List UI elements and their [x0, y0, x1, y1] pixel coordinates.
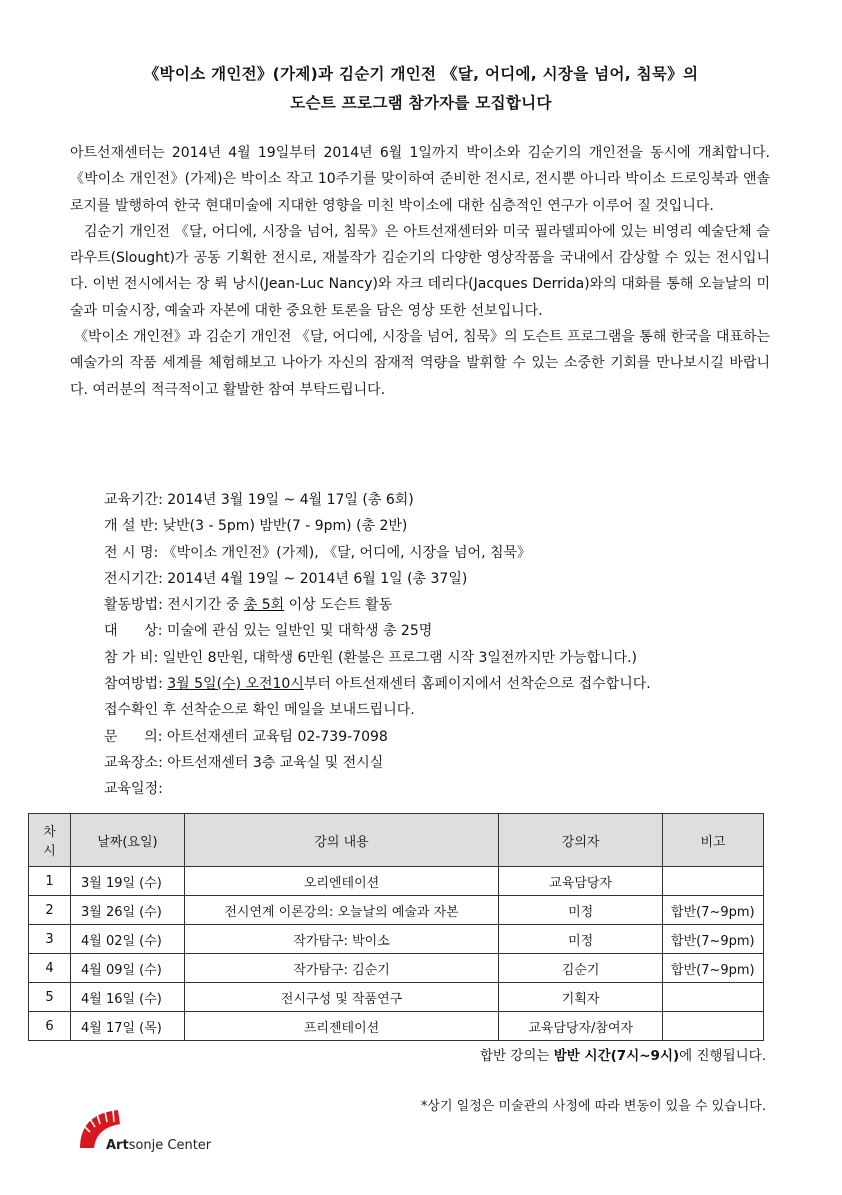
cell-no: 4: [29, 954, 71, 983]
cell-note: 합반(7~9pm): [663, 896, 764, 925]
cell-date: 3월 19일 (수): [70, 867, 184, 896]
detail-place: 교육장소: 아트선재센터 3층 교육실 및 전시실: [104, 754, 384, 771]
page-title: 《박이소 개인전》(가제)과 김순기 개인전 《달, 어디에, 시장을 넘어, 침묵》의: [143, 65, 699, 83]
cell-content: 프리젠테이션: [184, 1012, 498, 1041]
cell-note: 합반(7~9pm): [663, 954, 764, 983]
intro-paragraph-1: 아트선재센터는 2014년 4월 19일부터 2014년 6월 1일까지 박이소와 김순기의 개인전을 동시에 개최합니다. 《박이소 개인전》(가제)은 박이소 작고 10주기를 맞이하여 준비한 전시로, 전시뿐 아니라 박이소 드로잉북과 앤솔로지를 발행하여 한국 현대미술에 지대한 영향을 미친 박이소에 대한 심층적인 연구가 이루어 질 것입니다.: [70, 145, 770, 214]
cell-note: [663, 867, 764, 896]
detail-target: 대 상: 미술에 관심 있는 일반인 및 대학생 총 25명: [104, 623, 433, 640]
table-row: [29, 925, 764, 954]
intro-section: [70, 140, 770, 403]
cell-note: 합반(7~9pm): [663, 925, 764, 954]
activity-prefix: 활동방법: 전시기간 중: [104, 597, 244, 614]
logo-text-art: Art: [106, 1138, 129, 1153]
activity-suffix: 이상 도슨트 활동: [284, 597, 393, 614]
cell-note: [663, 983, 764, 1012]
schedule-disclaimer: *상기 일정은 미술관의 사정에 따라 변동이 있을 수 있습니다.: [420, 1099, 766, 1114]
apply-suffix: 부터 아트선재센터 홈페이지에서 선착순으로 접수합니다.: [303, 676, 651, 693]
cell-lecturer: 미정: [499, 896, 663, 925]
cell-lecturer: 기획자: [499, 983, 663, 1012]
cell-content: 오리엔테이션: [184, 867, 498, 896]
note-suffix: 에 진행됩니다.: [679, 1048, 766, 1064]
table-row: [29, 983, 764, 1012]
table-row: [29, 1012, 764, 1041]
artsonje-logo-text: [106, 1138, 211, 1153]
cell-no: 3: [29, 925, 71, 954]
note-bold-time: 밤반 시간(7시~9시): [553, 1048, 680, 1064]
cell-date: 4월 16일 (수): [70, 983, 184, 1012]
logo-text-rest: sonje Center: [128, 1138, 212, 1153]
cell-lecturer: 교육담당자: [499, 867, 663, 896]
header-date: 날짜(요일): [70, 814, 184, 867]
cell-date: 3월 26일 (수): [70, 896, 184, 925]
intro-paragraph-3: 《박이소 개인전》과 김순기 개인전 《달, 어디에, 시장을 넘어, 침묵》의 도슨트 프로그램을 통해 한국을 대표하는 예술가의 작품 세계를 체험해보고 나아가 자신의 잠재적 역량을 발휘할 수 있는 소중한 기회를 만나보시길 바랍니다. 여러분의 적극적이고 활발한 참여 부탁드립니다.: [70, 329, 770, 398]
header-note: 비고: [663, 814, 764, 867]
table-header-row: [29, 814, 764, 867]
detail-exhibitions: 전 시 명: 《박이소 개인전》(가제), 《달, 어디에, 시장을 넘어, 침묵》: [104, 544, 532, 561]
program-details: [104, 487, 784, 803]
cell-date: 4월 02일 (수): [70, 925, 184, 954]
detail-period: 교육기간: 2014년 3월 19일 ~ 4월 17일 (총 6회): [104, 492, 414, 508]
detail-confirm: 접수확인 후 선착순으로 확인 메일을 보내드립니다.: [104, 702, 415, 719]
page-subtitle: 도슨트 프로그램 참가자를 모집합니다: [290, 94, 552, 112]
detail-exhibit-period: 전시기간: 2014년 4월 19일 ~ 2014년 6월 1일 (총 37일): [104, 570, 468, 587]
intro-paragraph-2: 김순기 개인전 《달, 어디에, 시장을 넘어, 침묵》은 아트선재센터와 미국 필라델피아에 있는 비영리 예술단체 슬라우트(Slought)가 공동 기획한 전시로, 재불작가 김순기의 다양한 영상작품을 국내에서 감상할 수 있는 전시입니다. 이번 전시에서는 장 뤽 낭시(Jean-Luc Nancy)와 자크 데리다(Jacques Derrida)와의 대화를 통해 오늘날의 미술과 미술시장, 예술과 자본에 대한 중요한 토론을 담은 영상 또한 선보입니다.: [70, 223, 770, 319]
detail-apply: [104, 671, 784, 697]
cell-content: 작가탐구: 김순기: [184, 954, 498, 983]
table-row: [29, 896, 764, 925]
cell-note: [663, 1012, 764, 1041]
cell-content: 작가탐구: 박이소: [184, 925, 498, 954]
cell-date: 4월 09일 (수): [70, 954, 184, 983]
apply-date: 3월 5일(수) 오전10시: [167, 676, 304, 693]
schedule-table: [28, 813, 764, 1041]
header-no: 차시: [29, 814, 71, 867]
cell-lecturer: 김순기: [499, 954, 663, 983]
header-content: 강의 내용: [184, 814, 498, 867]
apply-prefix: 참여방법:: [104, 676, 168, 693]
artsonje-logo-mark: [78, 1106, 218, 1162]
detail-fee: 참 가 비: 일반인 8만원, 대학생 6만원 (환불은 프로그램 시작 3일전까지만 가능합니다.): [104, 649, 637, 666]
note-prefix: 합반 강의는: [479, 1048, 554, 1064]
detail-schedule-label: 교육일정:: [104, 781, 163, 798]
cell-content: 전시연계 이론강의: 오늘날의 예술과 자본: [184, 896, 498, 925]
table-row: [29, 867, 764, 896]
cell-no: 6: [29, 1012, 71, 1041]
table-row: [29, 954, 764, 983]
detail-classes: 개 설 반: 낮반(3 - 5pm) 밤반(7 - 9pm) (총 2반): [104, 518, 408, 535]
cell-no: 2: [29, 896, 71, 925]
cell-no: 5: [29, 983, 71, 1012]
activity-count: 총 5회: [243, 597, 285, 614]
combined-class-note: [480, 1044, 766, 1064]
cell-lecturer: 미정: [499, 925, 663, 954]
header-lecturer: 강의자: [499, 814, 663, 867]
cell-content: 전시구성 및 작품연구: [184, 983, 498, 1012]
detail-activity: [104, 592, 784, 618]
cell-no: 1: [29, 867, 71, 896]
cell-lecturer: 교육담당자/참여자: [499, 1012, 663, 1041]
cell-date: 4월 17일 (목): [70, 1012, 184, 1041]
detail-contact: 문 의: 아트선재센터 교육팀 02-739-7098: [104, 728, 388, 745]
